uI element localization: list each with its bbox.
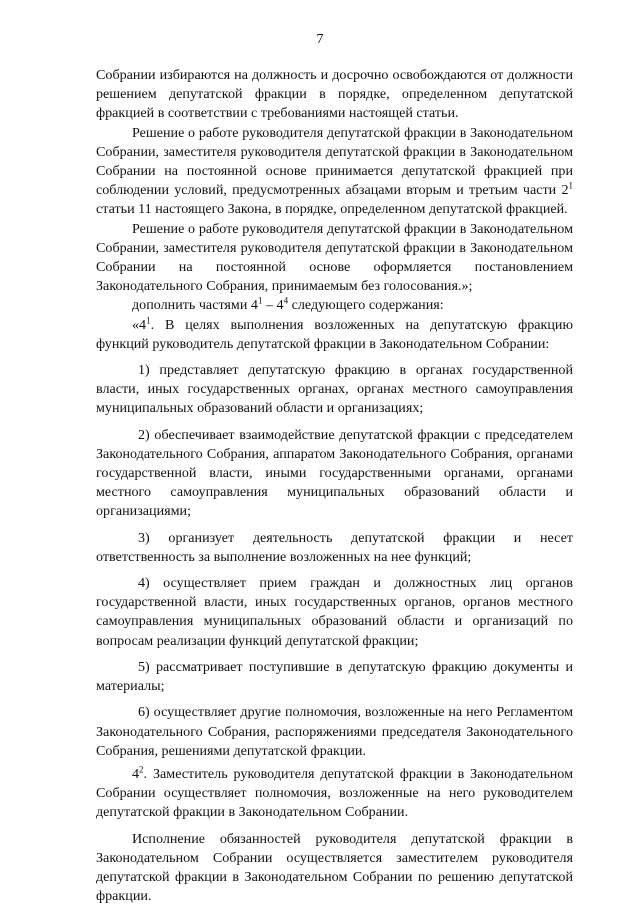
page-number: 7 [316, 32, 324, 47]
list-item-3: 3) организует деятельность депутатской фракции и несет ответственность за выполнение возложенных на нее функций; [96, 529, 573, 565]
paragraph-continuation: Собрании избираются на должность и досрочно освобождаются от должности решением депутатской фракции в порядке, определенном депутатской фракцией в соответствии с требованиями настоящей статьи. [96, 67, 573, 122]
list-item-2: 2) обеспечивает взаимодействие депутатской фракции с председателем Законодательного Собрания, аппаратом Законодательного Собрания, органами государственной власти, иными государственными органами, органами местного самоуправления муниципальных образований области и организациями; [96, 426, 573, 520]
document-body [96, 66, 573, 906]
list-item-6: 6) осуществляет другие полномочия, возложенные на него Регламентом Законодательного Собрания, распоряжениями председателя Законодательного Собрания, решениями депутатской фракции. [96, 704, 573, 759]
superscript: 1 [257, 295, 263, 306]
list-item-5: 5) рассматривает поступившие в депутатскую фракцию документы и материалы; [96, 658, 573, 695]
list-item-1: 1) представляет депутатскую фракцию в органах государственной власти, иных государственных органах, органах местного самоуправления муниципальных образований области и организациях; [96, 362, 573, 417]
paragraph-decision-basis: Решение о работе руководителя депутатской фракции в Законодательном Собрании, заместителя руководителя депутатской фракции в Законодательном Собрании на постоянной основе принимается депутатской фракцией при соблюдении условий, предусмотренных абзацами вторым и третьим части $2^1$ статьи 11 настоящего Закона, в порядке, определенном депутатской фракцией. [96, 124, 573, 218]
paragraph-acting-duties: Исполнение обязанностей руководителя депутатской фракции в Законодательном Собрании осуществляется заместителем руководителя депутатской фракции в Законодательном Собрании по решению депутатской фракции. [96, 830, 573, 905]
list-item-4: 4) осуществляет прием граждан и должностных лиц органов государственной власти, иных государственных органов, органов местного самоуправления муниципальных образований области и организаций по вопросам реализации функций депутатской фракции; [96, 575, 573, 649]
paragraph-amendment-intro: дополнить частями $4^1 - 4^4$ следующего содержания: [132, 295, 444, 314]
paragraph-part-4-1: «$4^1$. В целях выполнения возложенных на депутатскую фракцию функций руководитель депутатской фракции в Законодательном Собрании: [96, 314, 573, 352]
paragraph-decision-resolution: Решение о работе руководителя депутатской фракции в Законодательном Собрании, заместителя руководителя депутатской фракции в Законодательном Собрании на постоянной основе оформляется постановлением Законодательного Собрания, принимаемым без голосования.»; [96, 220, 573, 295]
paragraph-part-4-2: $4^2$. Заместитель руководителя депутатской фракции в Законодательном Собрании осуществляет полномочия, возложенные на него руководителем депутатской фракции в Законодательном Собрании. [96, 764, 573, 821]
superscript: 1 [146, 314, 151, 325]
superscript: 2 [139, 764, 144, 775]
superscript: 1 [568, 180, 573, 191]
superscript: 4 [283, 295, 289, 306]
